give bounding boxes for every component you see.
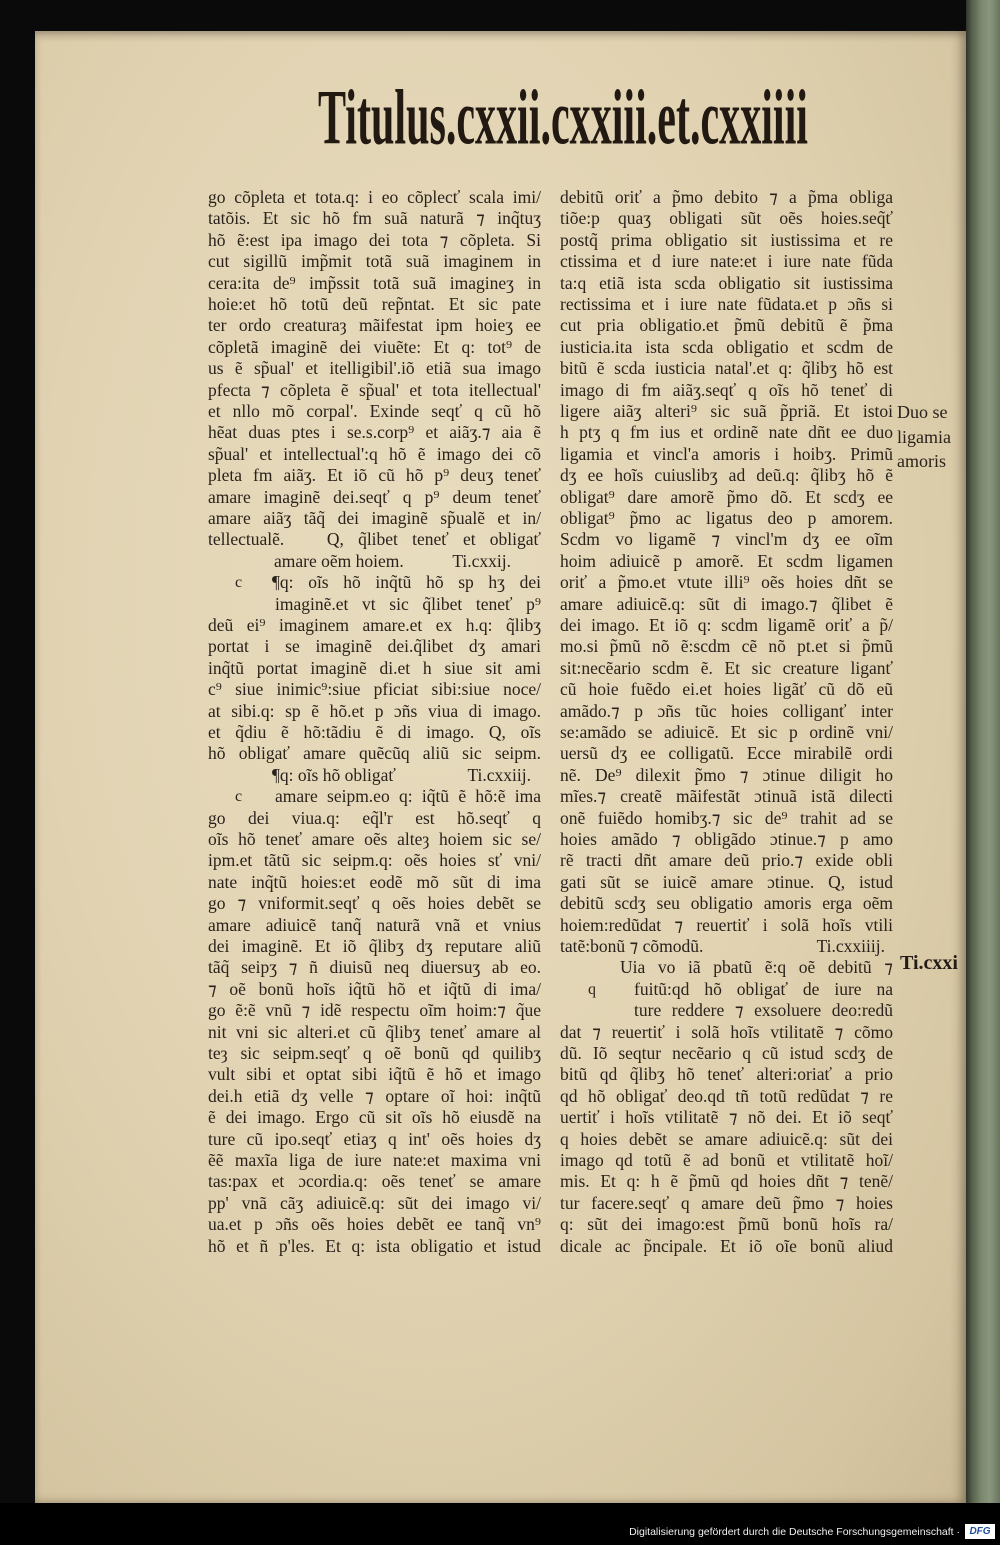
text-line [208, 529, 541, 550]
text-line [208, 315, 541, 336]
line-text: ter ordo creaturaȝ mãifestat ipm hoieʒ ee [208, 315, 541, 336]
text-line [560, 679, 893, 700]
text-line [208, 915, 541, 936]
line-text: ¶q: oĩs hõ obligať [272, 764, 396, 785]
text-line [560, 957, 893, 978]
line-text: hẽat duas ptes i se.s.corp⁹ et aiãʒ.⁊ aia ẽ [208, 422, 541, 443]
text-line [208, 572, 541, 593]
text-line [208, 808, 541, 829]
text-line [208, 1171, 541, 1192]
book-edge [966, 0, 1000, 1503]
text-line [560, 487, 893, 508]
line-text: iusticia.ita ista scda obligatio et scdm de [560, 336, 893, 357]
text-line [208, 380, 541, 401]
text-line [208, 465, 541, 486]
line-text: cũ hoie fuẽdo ei.et hoies ligãť cũ dõ eũ [560, 679, 893, 700]
text-line [208, 1000, 541, 1021]
text-line [560, 230, 893, 251]
line-text: amare seipm.eo q: iq̃tũ ẽ hõ:ẽ ima [275, 786, 541, 807]
line-text: h ptʒ q fm ius et ordinẽ nate dñt ee duo [560, 422, 893, 443]
line-text: imaginẽ.et vt sic q̃libet teneť p⁹ [275, 593, 541, 614]
line-text: ẽẽ maxĩa liga de iure nate:et maxima vni [208, 1150, 541, 1170]
line-text: ture reddere ⁊ exsoluere deo:redũ [634, 1000, 893, 1021]
line-text: ua.et p ɔñs oẽs hoies debẽt ee tanq̃ vn⁹ [208, 1214, 541, 1235]
text-line [208, 872, 541, 893]
text-line [560, 1086, 893, 1107]
line-text: uersũ dʒ ee colligatũ. Ecce mirabilẽ ordi [560, 743, 893, 764]
text-line [208, 251, 541, 272]
line-text: amare oẽm hoiem. [274, 550, 404, 571]
text-line [560, 508, 893, 529]
text-line [208, 957, 541, 978]
line-text: bitũ ẽ scda iusticia natal'.et q: q̃libʒ hõ est [560, 358, 893, 379]
text-line [208, 1214, 541, 1235]
text-line [208, 208, 541, 229]
line-text: portat i se imaginẽ dei.q̃libet dʒ amari [208, 636, 541, 657]
text-line [560, 380, 893, 401]
text-line [560, 337, 893, 358]
text-line [208, 636, 541, 657]
line-text: nate inq̃tũ hoies:et eodẽ mõ sũt di ima [208, 871, 541, 892]
text-line [208, 358, 541, 379]
line-text: dei.h etiã dʒ velle ⁊ optare oĩ hoi: inq̃tũ [208, 1085, 541, 1106]
line-text: oĩs hõ teneť amare oẽs alteȝ hoiem sic se/ [208, 829, 541, 849]
line-text: ligamia et vincl'a amoris i hoibʒ. Primũ [560, 443, 893, 464]
line-text: ligere aiãʒ alteri⁹ sic suã p̃priã. Et istoi [560, 401, 893, 421]
text-line [560, 743, 893, 764]
line-text: gati sũt se iuicẽ amare ɔtinue. Q, istud [560, 871, 893, 892]
line-text: uertiť i hoĩs vtilitatẽ ⁊ nõ dei. Et iõ seqť [560, 1107, 893, 1128]
text-line [208, 187, 541, 208]
text-line [560, 1236, 893, 1257]
text-line [560, 1064, 893, 1085]
chapter-reference: Ti.cxxiiij. [816, 936, 885, 956]
text-line [560, 658, 893, 679]
line-text: imago di fm aiãʒ.seqť q oĩs hõ teneť di [560, 379, 893, 400]
text-line [560, 401, 893, 422]
text-line [560, 722, 893, 743]
line-text: pp' vnã cãʒ adiuicẽ.q: sũt dei imago vi/ [208, 1192, 541, 1213]
footer-credit: Digitalisierung gefördert durch die Deutsche Forschungsgemeinschaft · [629, 1526, 960, 1538]
text-line [208, 508, 541, 529]
text-line [560, 701, 893, 722]
text-line [208, 551, 541, 572]
line-text: tas:pax et ɔcordia.q: oẽs teneť se amare [208, 1171, 541, 1192]
text-line [560, 1000, 893, 1021]
line-text: tur facere.seqť q amare deũ p̃mo ⁊ hoies [560, 1192, 893, 1213]
page-title [318, 73, 808, 161]
text-line [560, 1171, 893, 1192]
text-line [208, 701, 541, 722]
line-text: obligat⁹ dare amorẽ p̃mo dõ. Et scdʒ ee [560, 486, 893, 507]
line-text: nẽ. De⁹ dilexit p̃mo ⁊ ɔtinue diligit ho [560, 764, 893, 785]
line-text: ta:q etiã ista scda obligatio sit iustissima [560, 272, 893, 293]
line-text: cut sigillũ imp̃mit totã suã imaginem in [208, 251, 541, 272]
line-text: qd hõ obligať deo.qd tñ totũ redũdat ⁊ re [560, 1085, 893, 1106]
line-text: hõ obligať amare quẽcũq aliũ sic seipm. [208, 743, 541, 764]
line-text: sp̃ual' et intellectual':q hõ ẽ imago dei cõ [208, 443, 541, 464]
line-text: at sibi.q: sp ẽ hõ.et p ɔñs viua di imago. [208, 700, 541, 721]
marginal-note-line: amoris [897, 451, 946, 471]
text-line [208, 1086, 541, 1107]
line-text: go ⁊ vniformit.seqť q oẽs hoies debẽt se [208, 893, 541, 914]
text-line [560, 979, 893, 1000]
line-text: rectissima et i iure nate fũdata.et p ɔñs si [560, 294, 893, 314]
text-line [560, 1043, 893, 1064]
text-line [560, 615, 893, 636]
line-text: ipm.et tãtũ sic seipm.q: oẽs hoies sť vni/ [208, 850, 541, 871]
dfg-logo: DFG [965, 1524, 995, 1539]
text-line [560, 594, 893, 615]
text-line [560, 251, 893, 272]
line-text: us ẽ sp̃ual' et itelligibil'.iõ etiã sua imago [208, 358, 541, 379]
text-line [208, 401, 541, 422]
text-line [208, 979, 541, 1000]
marginal-note [897, 400, 951, 474]
line-text: bitũ qd q̃libʒ hõ teneť alteri:oriať a prio [560, 1064, 893, 1085]
line-text: vult sibi et optat sibi iq̃tũ ẽ hõ et imago [208, 1064, 541, 1085]
text-line [208, 444, 541, 465]
line-text: tatõis. Et sic hõ fm suã naturã ⁊ inq̃tuʒ [208, 208, 541, 229]
line-text: tellectualẽ. Q, q̃libet teneť et obligať [208, 529, 541, 550]
right-text-column [560, 187, 893, 1257]
line-text: hõ et ñ p'les. Et q: ista obligatio et istud [208, 1235, 541, 1256]
line-text: nit vni sic alteri.et cũ q̃libʒ teneť amare al [208, 1021, 541, 1042]
text-line [560, 893, 893, 914]
line-text: et q̃diu ẽ hõ:tãdiu ẽ di imago. Q, oĩs [208, 722, 541, 742]
chapter-reference: Ti.cxxiij. [467, 764, 531, 785]
line-text: postq̃ prima obligatio sit iustissima et re [560, 229, 893, 250]
text-line [208, 743, 541, 764]
line-text: hõ ẽ:est ipa imago dei tota ⁊ cõpleta. Si [208, 229, 541, 250]
line-text: amãdo.⁊ p ɔñs tũc hoies colliganť inter [560, 700, 893, 721]
text-line [208, 294, 541, 315]
line-text: q: sũt dei imago:est p̃mũ bonũ hoĩs ra/ [560, 1214, 893, 1235]
line-text: inq̃tũ portat imaginẽ di.et h siue sit ami [208, 657, 541, 678]
text-line [208, 658, 541, 679]
line-text: dei imago. Et iõ q: scdm ligamẽ oriť a p̃/ [560, 615, 893, 635]
line-text: ẽ dei imago. Ergo cũ sit oĩs hõ eiusdẽ na [208, 1107, 541, 1128]
text-line [560, 422, 893, 443]
line-text: deũ ei⁹ imaginem amare.et ex h.q: q̃libʒ [208, 615, 541, 635]
line-text: Uia vo iã pbatũ ẽ:q oẽ debitũ ⁊ [620, 957, 893, 978]
line-text: teȝ sic seipm.seqť q oẽ bonũ qd quilibʒ [208, 1043, 541, 1063]
line-text: dicale ac p̃ncipale. Et iõ oĩe bonũ aliud [560, 1235, 893, 1256]
line-text: mis. Et q: h ẽ p̃mũ qd hoies dñt ⁊ tenẽ/ [560, 1171, 893, 1192]
line-text: oriť a p̃mo.et vtute illi⁹ oẽs hoies dñt se [560, 572, 893, 593]
line-text: hoim adiuicẽ p amorẽ. Et scdm ligamen [560, 550, 893, 571]
text-line [208, 422, 541, 443]
text-line [208, 1107, 541, 1128]
line-text: onẽ fuiẽdo homibʒ.⁊ sic de⁹ trahit ad se [560, 807, 893, 828]
line-text: mĩes.⁊ creatẽ mãifestãt ɔtinuã istã dilecti [560, 786, 893, 807]
line-text: Scdm vo ligamẽ ⁊ vincl'm dʒ ee oĩm [560, 529, 893, 550]
page-title-text: Titulus.cxxii.cxxiii.et.cxxiiii [318, 73, 808, 161]
line-text: hoiem:redũdat ⁊ reuertiť i solã hoĩs vtili [560, 914, 893, 935]
text-line [560, 529, 893, 550]
line-text: ctissima et d iure nate:et i iure nate fũda [560, 251, 893, 272]
line-text: dei imaginẽ. Et iõ q̃libʒ dʒ reputare aliũ [208, 936, 541, 956]
line-text: rẽ tracti dñt amare deũ prio.⁊ exide obli [560, 850, 893, 871]
text-line [208, 829, 541, 850]
line-text: imago qd totũ ẽ ad bonũ et vtilitatẽ hoĩ/ [560, 1150, 893, 1170]
line-text: mo.si p̃mũ nõ ẽ:scdm cẽ nõ pt.et si p̃mũ [560, 636, 893, 657]
marginal-title-reference: Ti.cxxi [900, 952, 958, 974]
line-text: dũ. Iõ seqtur necẽario q cũ istud scdʒ de [560, 1043, 893, 1063]
line-text: go dei viua.q: eq̃l'r est hõ.seqť q [208, 807, 541, 828]
text-line [560, 636, 893, 657]
guide-letter: c [235, 788, 243, 806]
text-line [560, 1129, 893, 1150]
text-line [560, 1193, 893, 1214]
line-text: dat ⁊ reuertiť i solã hoĩs vtilitatẽ ⁊ cõmo [560, 1021, 893, 1042]
text-line [560, 1214, 893, 1235]
guide-letter: q [588, 980, 596, 998]
text-line [560, 872, 893, 893]
line-text: debitũ scdʒ seu obligatio amoris erga oẽm [560, 893, 893, 914]
text-line [208, 1236, 541, 1257]
text-line [208, 1150, 541, 1171]
text-line [208, 850, 541, 871]
text-line [208, 722, 541, 743]
line-text: pleta fm aiãʒ. Et iõ cũ hõ p⁹ deuʒ teneť [208, 465, 541, 486]
line-text: c⁹ siue inimic⁹:siue pficiat sibi:siue noce/ [208, 679, 541, 700]
text-line [560, 936, 893, 957]
text-line [208, 765, 541, 786]
text-line [560, 294, 893, 315]
text-line [208, 337, 541, 358]
text-line [560, 444, 893, 465]
line-text: amare adiuicẽ.q: sũt di imago.⁊ q̃libet ẽ [560, 593, 893, 614]
text-line [560, 187, 893, 208]
text-line [560, 551, 893, 572]
text-line [208, 786, 541, 807]
line-text: cera:ita de⁹ imp̃ssit totã suã imagineʒ in [208, 272, 541, 293]
line-text: hoie:et hõ totũ deũ rep̃ntat. Et sic pate [208, 294, 541, 314]
text-line [208, 1043, 541, 1064]
text-line [208, 273, 541, 294]
text-line [208, 230, 541, 251]
text-line [560, 358, 893, 379]
line-text: obligat⁹ p̃mo ac ligatus deo p amorem. [560, 508, 893, 528]
text-line [208, 1022, 541, 1043]
line-text: cut pria obligatio.et p̃mũ debitũ ẽ p̃ma [560, 315, 893, 336]
line-text: dʒ ee hoĩs cuiuslibʒ ad deũ.q: q̃libʒ hõ ẽ [560, 465, 893, 486]
text-line [208, 487, 541, 508]
line-text: hoies amãdo ⁊ obligãdo ɔtinue.⁊ p amo [560, 829, 893, 849]
text-line [560, 208, 893, 229]
line-text: amare adiuicẽ tanq̃ naturã vnã et vnius [208, 914, 541, 935]
left-text-column [208, 187, 541, 1257]
text-line [560, 572, 893, 593]
line-text: debitũ oriť a p̃mo debito ⁊ a p̃ma obliga [560, 187, 893, 207]
text-line [560, 765, 893, 786]
marginal-note-line: Duo se [897, 402, 948, 422]
text-line [560, 1150, 893, 1171]
text-line [560, 808, 893, 829]
line-text: fuitũ:qd hõ obligať de iure na [634, 978, 893, 999]
line-text: tãq̃ seipʒ ⁊ ñ diuisũ neq diuersuʒ ab eo. [208, 957, 541, 978]
line-text: se:amãdo se adiuicẽ. Et sic p ordinẽ vni/ [560, 722, 893, 742]
text-line [560, 1022, 893, 1043]
text-line [208, 594, 541, 615]
text-line [208, 1129, 541, 1150]
chapter-reference: Ti.cxxij. [452, 550, 511, 571]
marginal-note-line: ligamia [897, 426, 951, 447]
footer-bar [0, 1503, 1000, 1545]
text-line [208, 1064, 541, 1085]
line-text: ture cũ ipo.seqť etiaʒ q int' oẽs hoies dʒ [208, 1128, 541, 1149]
line-text: sit:necẽario scdm ẽ. Et sic creature liganť [560, 657, 893, 678]
text-line [560, 465, 893, 486]
line-text: ¶q: oĩs hõ inq̃tũ hõ sp hʒ dei [272, 572, 541, 593]
line-text: et nllo mõ corpal'. Exinde seqť q cũ hõ [208, 401, 541, 421]
line-text: cõpletã imaginẽ dei viuẽte: Et q: tot⁹ de [208, 336, 541, 357]
text-line [208, 893, 541, 914]
text-line [560, 786, 893, 807]
line-text: amare imaginẽ dei.seqť q p⁹ deum teneť [208, 486, 541, 507]
text-line [560, 1107, 893, 1128]
text-line [208, 936, 541, 957]
line-text: q hoies debẽt se amare adiuicẽ.q: sũt dei [560, 1128, 893, 1149]
text-line [208, 1193, 541, 1214]
line-text: ⁊ oẽ bonũ hoĩs iq̃tũ hõ et iq̃tũ di ima/ [208, 978, 541, 999]
text-line [560, 850, 893, 871]
text-line [208, 615, 541, 636]
line-text: go ẽ:ẽ vnũ ⁊ idẽ respectu oĩm hoim:⁊ q̃ue [208, 1000, 541, 1021]
text-line [560, 829, 893, 850]
text-line [208, 679, 541, 700]
line-text: go cõpleta et tota.q: i eo cõplecť scala imi/ [208, 187, 541, 207]
line-text: amare aiãʒ tãq̃ dei imaginẽ sp̃ualẽ et in/ [208, 508, 541, 528]
guide-letter: c [235, 574, 243, 592]
text-line [560, 273, 893, 294]
text-line [560, 315, 893, 336]
line-text: tiõe:p quaʒ obligati sũt oẽs hoies.seq̃ť [560, 208, 893, 229]
text-line [560, 915, 893, 936]
line-text: tatẽ:bonũ ⁊ cõmodũ. [560, 936, 704, 956]
line-text: pfecta ⁊ cõpleta ẽ sp̃ual' et tota itellectual' [208, 379, 541, 400]
